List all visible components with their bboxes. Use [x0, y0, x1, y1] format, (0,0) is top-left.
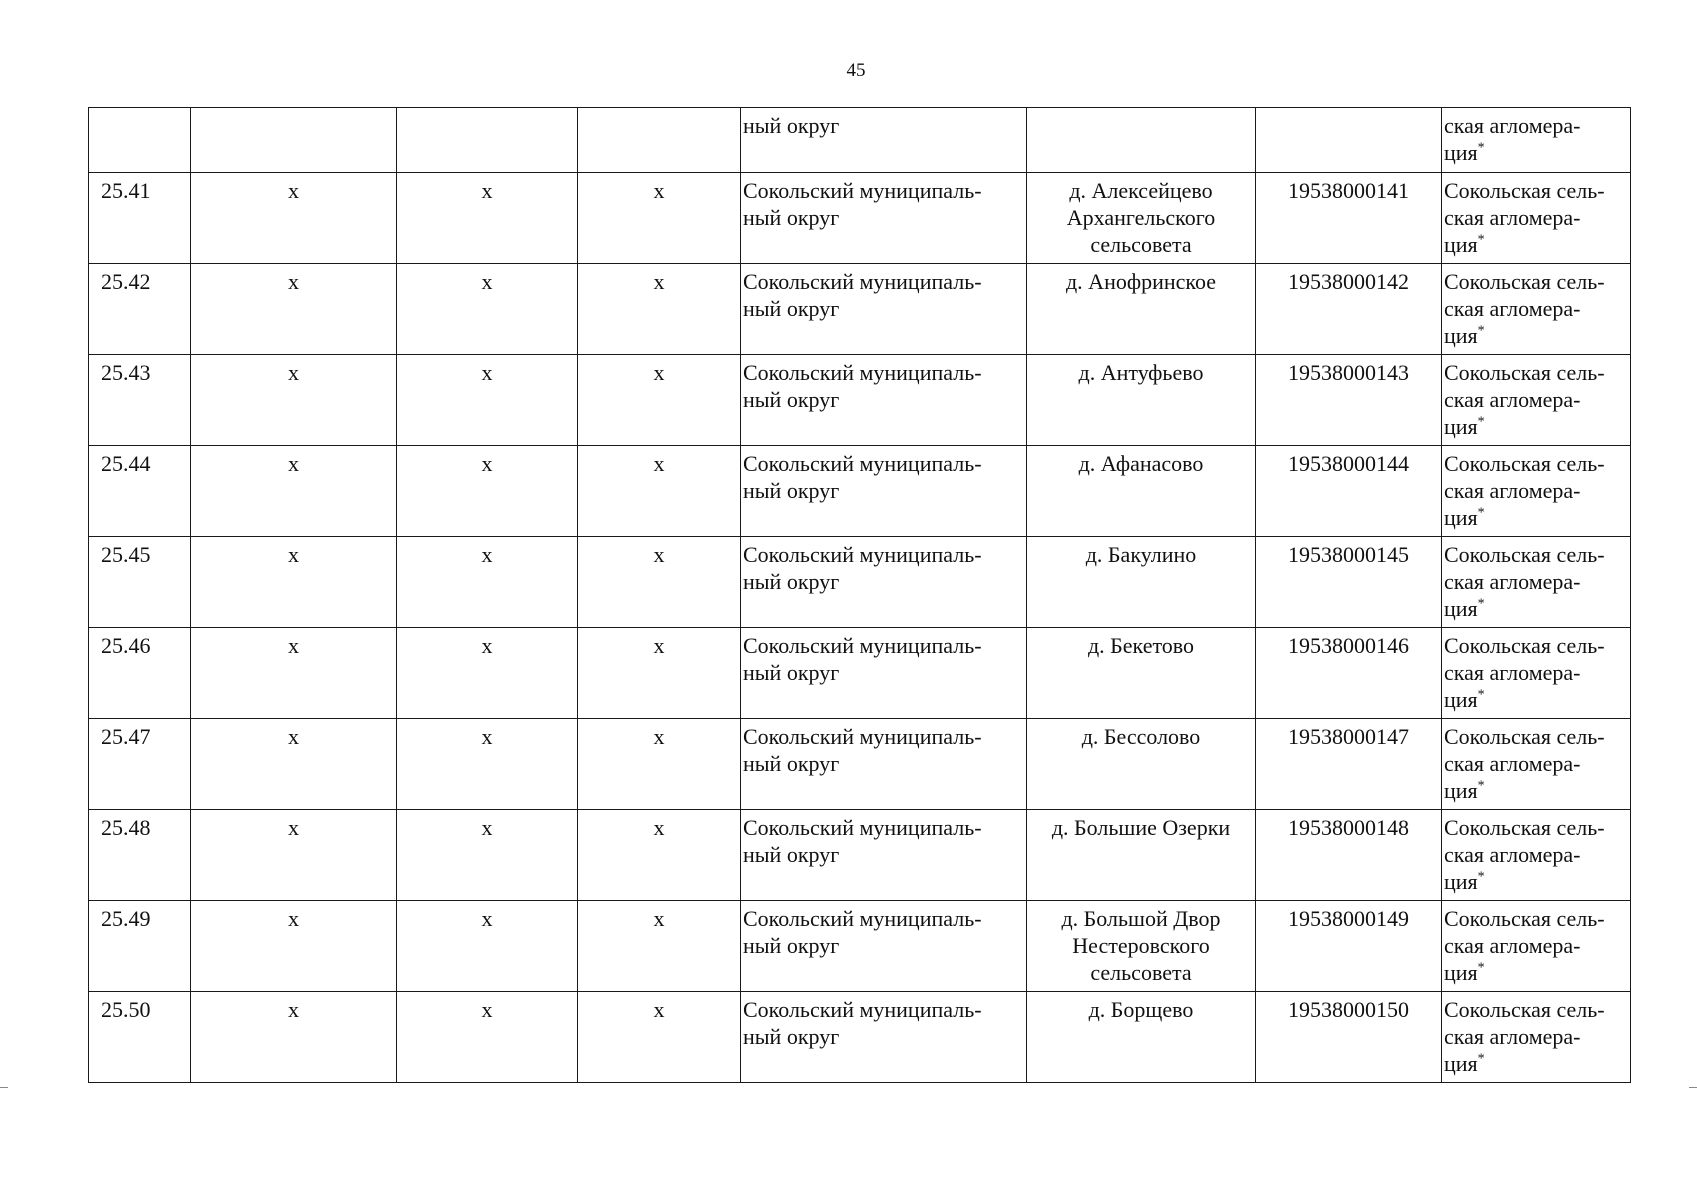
cell-agglomeration: [1442, 173, 1631, 264]
cell-x3: [578, 719, 741, 810]
cell-x3-text: х: [653, 906, 665, 931]
cell-num: [89, 719, 191, 810]
cell-code-text: 19538000142: [1288, 269, 1409, 294]
cell-agglomeration-text: Сокольская сель- ская агломера- ция: [1444, 815, 1605, 894]
cell-x3: [578, 810, 741, 901]
cell-x3: [578, 355, 741, 446]
cell-x1-text: х: [288, 815, 299, 840]
cell-locality: [1027, 901, 1256, 992]
cell-agglomeration-text: Сокольская сель- ская агломера- ция: [1444, 906, 1605, 985]
cell-district: [741, 719, 1027, 810]
district-tail: ный округ: [743, 113, 840, 138]
cell-x2: [397, 173, 578, 264]
settlements-table: [88, 107, 1631, 1083]
cell-district-text: Сокольский муниципаль- ный округ: [743, 269, 982, 321]
cell-code-text: 19538000149: [1288, 906, 1409, 931]
footnote-asterisk: *: [1477, 232, 1485, 248]
cell-code: [1256, 901, 1442, 992]
cell-x2-text: х: [481, 633, 493, 658]
cell-x2: [397, 355, 578, 446]
cell-x1: [191, 810, 397, 901]
cell-x1: [191, 355, 397, 446]
cell-x1: [191, 173, 397, 264]
table-row: [89, 992, 1631, 1083]
cell-x3: [578, 264, 741, 355]
cell-num: [89, 628, 191, 719]
cell-num-text: 25.42: [101, 269, 151, 294]
cell-agglomeration-text: Сокольская сель- ская агломера- ция: [1444, 360, 1605, 439]
cell-district: [741, 446, 1027, 537]
cell-x2: [397, 537, 578, 628]
table-row: [89, 264, 1631, 355]
cell-x2-text: х: [481, 815, 493, 840]
cell-locality: [1027, 719, 1256, 810]
cell-district-text: Сокольский муниципаль- ный округ: [743, 633, 982, 685]
cell-x1: [191, 992, 397, 1083]
cell-num: [89, 108, 191, 173]
cell-num: [89, 810, 191, 901]
cell-num-text: 25.41: [101, 178, 151, 203]
cell-code: [1256, 628, 1442, 719]
cell-agglomeration-text: Сокольская сель- ская агломера- ция: [1444, 542, 1605, 621]
cell-x3: [578, 628, 741, 719]
table-row: [89, 719, 1631, 810]
cell-district: [741, 355, 1027, 446]
cell-locality-text: д. Бакулино: [1085, 542, 1197, 567]
cell-district-text: Сокольский муниципаль- ный округ: [743, 997, 982, 1049]
cell-x1-text: х: [288, 633, 299, 658]
cell-locality-text: д. Большой Двор Нестеровского сельсовета: [1061, 906, 1221, 985]
cell-x1: [191, 901, 397, 992]
cell-district: [741, 810, 1027, 901]
cell-code: [1256, 355, 1442, 446]
cell-code-text: 19538000141: [1288, 178, 1409, 203]
cell-x2: [397, 992, 578, 1083]
cell-locality: [1027, 173, 1256, 264]
cell-num-text: 25.43: [101, 360, 151, 385]
cell-x3-text: х: [653, 633, 665, 658]
cell-agglomeration: [1442, 537, 1631, 628]
cell-locality: [1027, 537, 1256, 628]
cell-district-text: Сокольский муниципаль- ный округ: [743, 815, 982, 867]
cell-agglomeration: [1442, 446, 1631, 537]
cell-x2: [397, 901, 578, 992]
cell-x3: [578, 446, 741, 537]
footnote-asterisk: *: [1477, 414, 1485, 430]
cell-code-text: 19538000144: [1288, 451, 1409, 476]
cell-num-text: 25.46: [101, 633, 151, 658]
cell-x3-text: х: [653, 269, 665, 294]
table-row: [89, 810, 1631, 901]
agglomeration-tail: ская агломера- ция: [1444, 113, 1581, 165]
cell-x3-text: х: [653, 451, 665, 476]
cell-x2-text: х: [481, 542, 493, 567]
cell-agglomeration: [1442, 355, 1631, 446]
cell-district: [741, 537, 1027, 628]
cell-num: [89, 537, 191, 628]
cell-district: [741, 108, 1027, 173]
cell-x1-text: х: [288, 178, 299, 203]
cell-locality: [1027, 810, 1256, 901]
cell-district-text: Сокольский муниципаль- ный округ: [743, 724, 982, 776]
cell-code-text: 19538000150: [1288, 997, 1409, 1022]
table-row: [89, 446, 1631, 537]
cell-x1: [191, 537, 397, 628]
footnote-asterisk: *: [1477, 596, 1485, 612]
continuation-row: [89, 108, 1631, 173]
cell-x2: [397, 628, 578, 719]
cell-x1: [191, 628, 397, 719]
cell-x2-text: х: [481, 360, 493, 385]
cell-agglomeration-text: Сокольская сель- ская агломера- ция: [1444, 269, 1605, 348]
cell-x3-text: х: [653, 360, 665, 385]
cell-x1-text: х: [288, 542, 299, 567]
cell-x2: [397, 108, 578, 173]
footnote-asterisk: *: [1477, 687, 1485, 703]
cell-locality-text: д. Антуфьево: [1078, 360, 1204, 385]
cell-agglomeration: [1442, 719, 1631, 810]
cell-locality-text: д. Алексейцево Архангельского сельсовета: [1066, 178, 1216, 257]
cell-agglomeration-text: Сокольская сель- ская агломера- ция: [1444, 451, 1605, 530]
cell-x3-text: х: [653, 542, 665, 567]
cell-district-text: Сокольский муниципаль- ный округ: [743, 542, 982, 594]
cell-x2: [397, 264, 578, 355]
cell-agglomeration-text: Сокольская сель- ская агломера- ция: [1444, 724, 1605, 803]
cell-agglomeration: [1442, 810, 1631, 901]
cell-agglomeration: [1442, 264, 1631, 355]
table-row: [89, 173, 1631, 264]
cell-agglomeration-text: Сокольская сель- ская агломера- ция: [1444, 997, 1605, 1076]
cell-num: [89, 901, 191, 992]
cell-code: [1256, 264, 1442, 355]
footnote-asterisk: *: [1477, 778, 1485, 794]
cell-x1: [191, 108, 397, 173]
cell-x1-text: х: [288, 360, 299, 385]
footnote-asterisk: *: [1477, 869, 1485, 885]
cell-agglomeration-text: Сокольская сель- ская агломера- ция: [1444, 633, 1605, 712]
cell-num: [89, 355, 191, 446]
cell-district-text: Сокольский муниципаль- ный округ: [743, 178, 982, 230]
cell-locality: [1027, 355, 1256, 446]
cell-locality: [1027, 446, 1256, 537]
table-row: [89, 628, 1631, 719]
cell-x1-text: х: [288, 269, 299, 294]
scan-mark-right: [1689, 1087, 1697, 1088]
cell-num-text: 25.45: [101, 542, 151, 567]
cell-agglomeration: [1442, 628, 1631, 719]
cell-code: [1256, 992, 1442, 1083]
cell-code-text: 19538000147: [1288, 724, 1409, 749]
cell-num: [89, 173, 191, 264]
cell-x3: [578, 537, 741, 628]
scan-mark-left: [0, 1087, 8, 1088]
table-row: [89, 901, 1631, 992]
cell-x2-text: х: [481, 178, 493, 203]
cell-x2-text: х: [481, 451, 493, 476]
cell-num: [89, 992, 191, 1083]
cell-code: [1256, 810, 1442, 901]
cell-num-text: 25.48: [101, 815, 151, 840]
cell-code: [1256, 537, 1442, 628]
cell-locality: [1027, 628, 1256, 719]
footnote-asterisk: *: [1477, 505, 1485, 521]
cell-num-text: 25.50: [101, 997, 151, 1022]
cell-locality: [1027, 264, 1256, 355]
cell-code: [1256, 173, 1442, 264]
cell-x1: [191, 264, 397, 355]
cell-locality-text: д. Бекетово: [1087, 633, 1195, 658]
footnote-asterisk: *: [1477, 323, 1485, 339]
cell-district: [741, 264, 1027, 355]
cell-agglomeration: [1442, 901, 1631, 992]
cell-x3-text: х: [653, 178, 665, 203]
table-body: [89, 108, 1631, 1083]
footnote-asterisk: *: [1477, 1051, 1485, 1067]
cell-x3: [578, 108, 741, 173]
cell-district: [741, 628, 1027, 719]
cell-district-text: Сокольский муниципаль- ный округ: [743, 360, 982, 412]
cell-code: [1256, 719, 1442, 810]
cell-x1: [191, 446, 397, 537]
cell-locality-text: д. Анофринское: [1065, 269, 1217, 294]
cell-district-text: Сокольский муниципаль- ный округ: [743, 906, 982, 958]
cell-x1-text: х: [288, 724, 299, 749]
cell-x2-text: х: [481, 906, 493, 931]
cell-x2: [397, 719, 578, 810]
footnote-asterisk: *: [1477, 140, 1485, 156]
cell-locality: [1027, 992, 1256, 1083]
cell-x3: [578, 901, 741, 992]
cell-x1-text: х: [288, 906, 299, 931]
page-number: 45: [846, 60, 866, 81]
cell-x2: [397, 810, 578, 901]
cell-x1-text: х: [288, 997, 299, 1022]
cell-num: [89, 446, 191, 537]
cell-locality-text: д. Афанасово: [1078, 451, 1204, 476]
cell-x2-text: х: [481, 269, 493, 294]
table-row: [89, 537, 1631, 628]
cell-code-text: 19538000143: [1288, 360, 1409, 385]
cell-locality-text: д. Большие Озерки: [1051, 815, 1231, 840]
cell-code-text: 19538000148: [1288, 815, 1409, 840]
cell-locality-text: д. Борщево: [1088, 997, 1194, 1022]
cell-x2: [397, 446, 578, 537]
cell-x3-text: х: [653, 997, 665, 1022]
footnote-asterisk: *: [1477, 960, 1485, 976]
cell-code-text: 19538000145: [1288, 542, 1409, 567]
cell-district: [741, 992, 1027, 1083]
cell-x3-text: х: [653, 815, 665, 840]
cell-agglomeration-text: Сокольская сель- ская агломера- ция: [1444, 178, 1605, 257]
cell-agglomeration: [1442, 108, 1631, 173]
cell-num: [89, 264, 191, 355]
cell-district: [741, 901, 1027, 992]
cell-num-text: 25.47: [101, 724, 151, 749]
cell-x1: [191, 719, 397, 810]
cell-x3: [578, 992, 741, 1083]
cell-num-text: 25.49: [101, 906, 151, 931]
cell-code: [1256, 108, 1442, 173]
table-row: [89, 355, 1631, 446]
cell-locality: [1027, 108, 1256, 173]
cell-x3: [578, 173, 741, 264]
cell-code: [1256, 446, 1442, 537]
cell-code-text: 19538000146: [1288, 633, 1409, 658]
cell-x2-text: х: [481, 724, 493, 749]
cell-x3-text: х: [653, 724, 665, 749]
cell-agglomeration: [1442, 992, 1631, 1083]
cell-num-text: 25.44: [101, 451, 151, 476]
cell-x2-text: х: [481, 997, 493, 1022]
cell-district-text: Сокольский муниципаль- ный округ: [743, 451, 982, 503]
cell-locality-text: д. Бессолово: [1081, 724, 1201, 749]
cell-x1-text: х: [288, 451, 299, 476]
cell-district: [741, 173, 1027, 264]
